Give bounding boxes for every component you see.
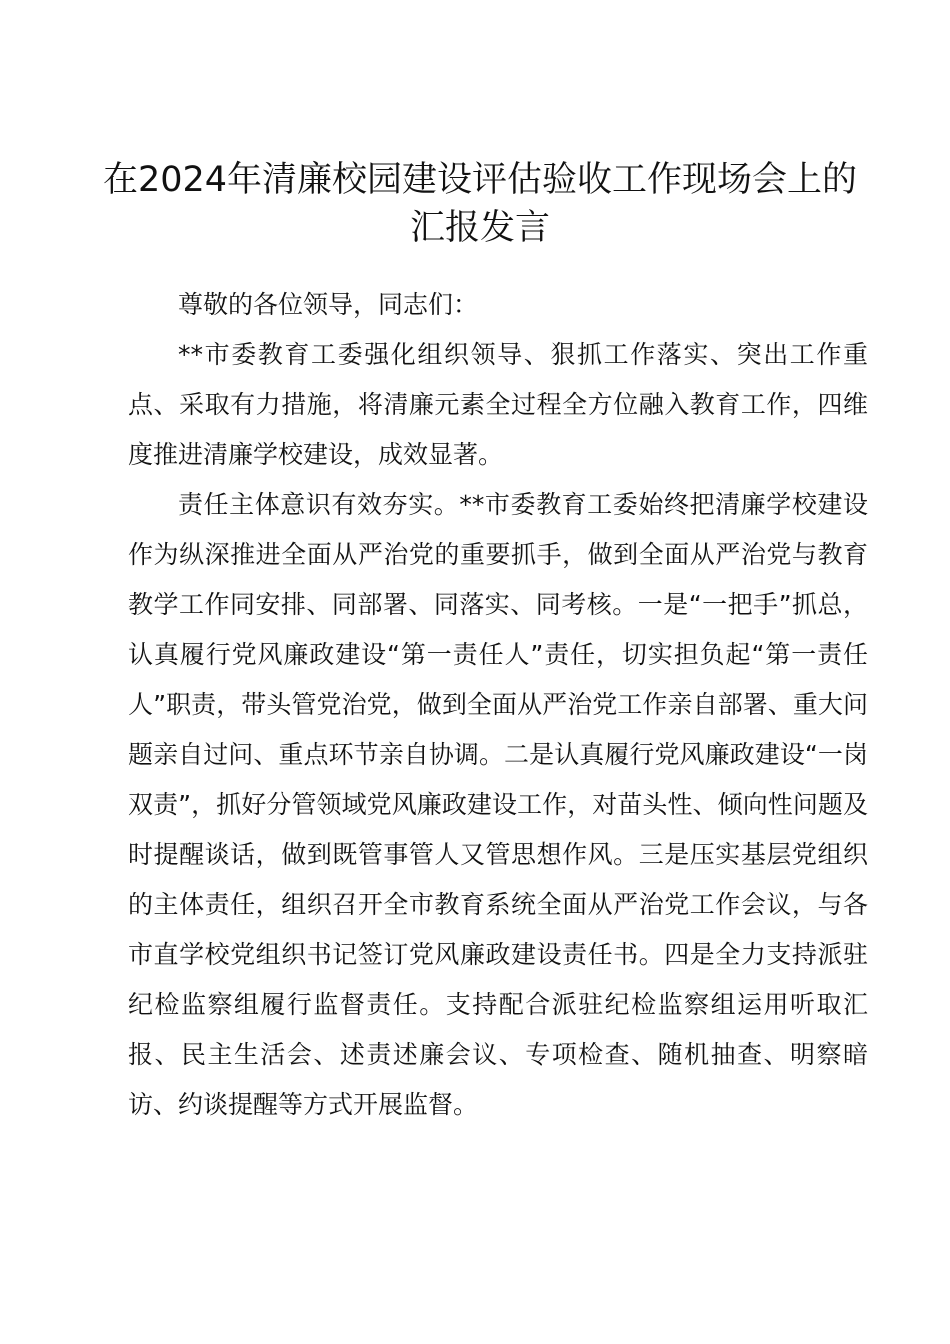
document-body (128, 280, 868, 1130)
paragraph-responsibility: 责任主体意识有效夯实。**市委教育工委始终把清廉学校建设作为纵深推进全面从严治党的重要抓手，做到全面从严治党与教育教学工作同安排、同部署、同落实、同考核。一是“一把手”抓总，认真履行党风廉政建设“第一责任人”责任，切实担负起“第一责任人”职责，带头管党治党，做到全面从严治党工作亲自部署、重大问题亲自过问、重点环节亲自协调。二是认真履行党风廉政建设“一岗双责”，抓好分管领域党风廉政建设工作，对苗头性、倾向性问题及时提醒谈话，做到既管事管人又管思想作风。三是压实基层党组织的主体责任，组织召开全市教育系统全面从严治党工作会议，与各市直学校党组织书记签订党风廉政建设责任书。四是全力支持派驻纪检监察组履行监督责任。支持配合派驻纪检监察组运用听取汇报、民主生活会、述责述廉会议、专项检查、随机抽查、明察暗访、约谈提醒等方式开展监督。 (128, 490, 868, 1119)
document-title: 在2024年清廉校园建设评估验收工作现场会上的汇报发言 (102, 160, 858, 248)
paragraph-intro: **市委教育工委强化组织领导、狠抓工作落实、突出工作重点、采取有力措施，将清廉元素全过程全方位融入教育工作，四维度推进清廉学校建设，成效显著。 (128, 340, 868, 469)
salutation: 尊敬的各位领导，同志们： (178, 290, 479, 319)
